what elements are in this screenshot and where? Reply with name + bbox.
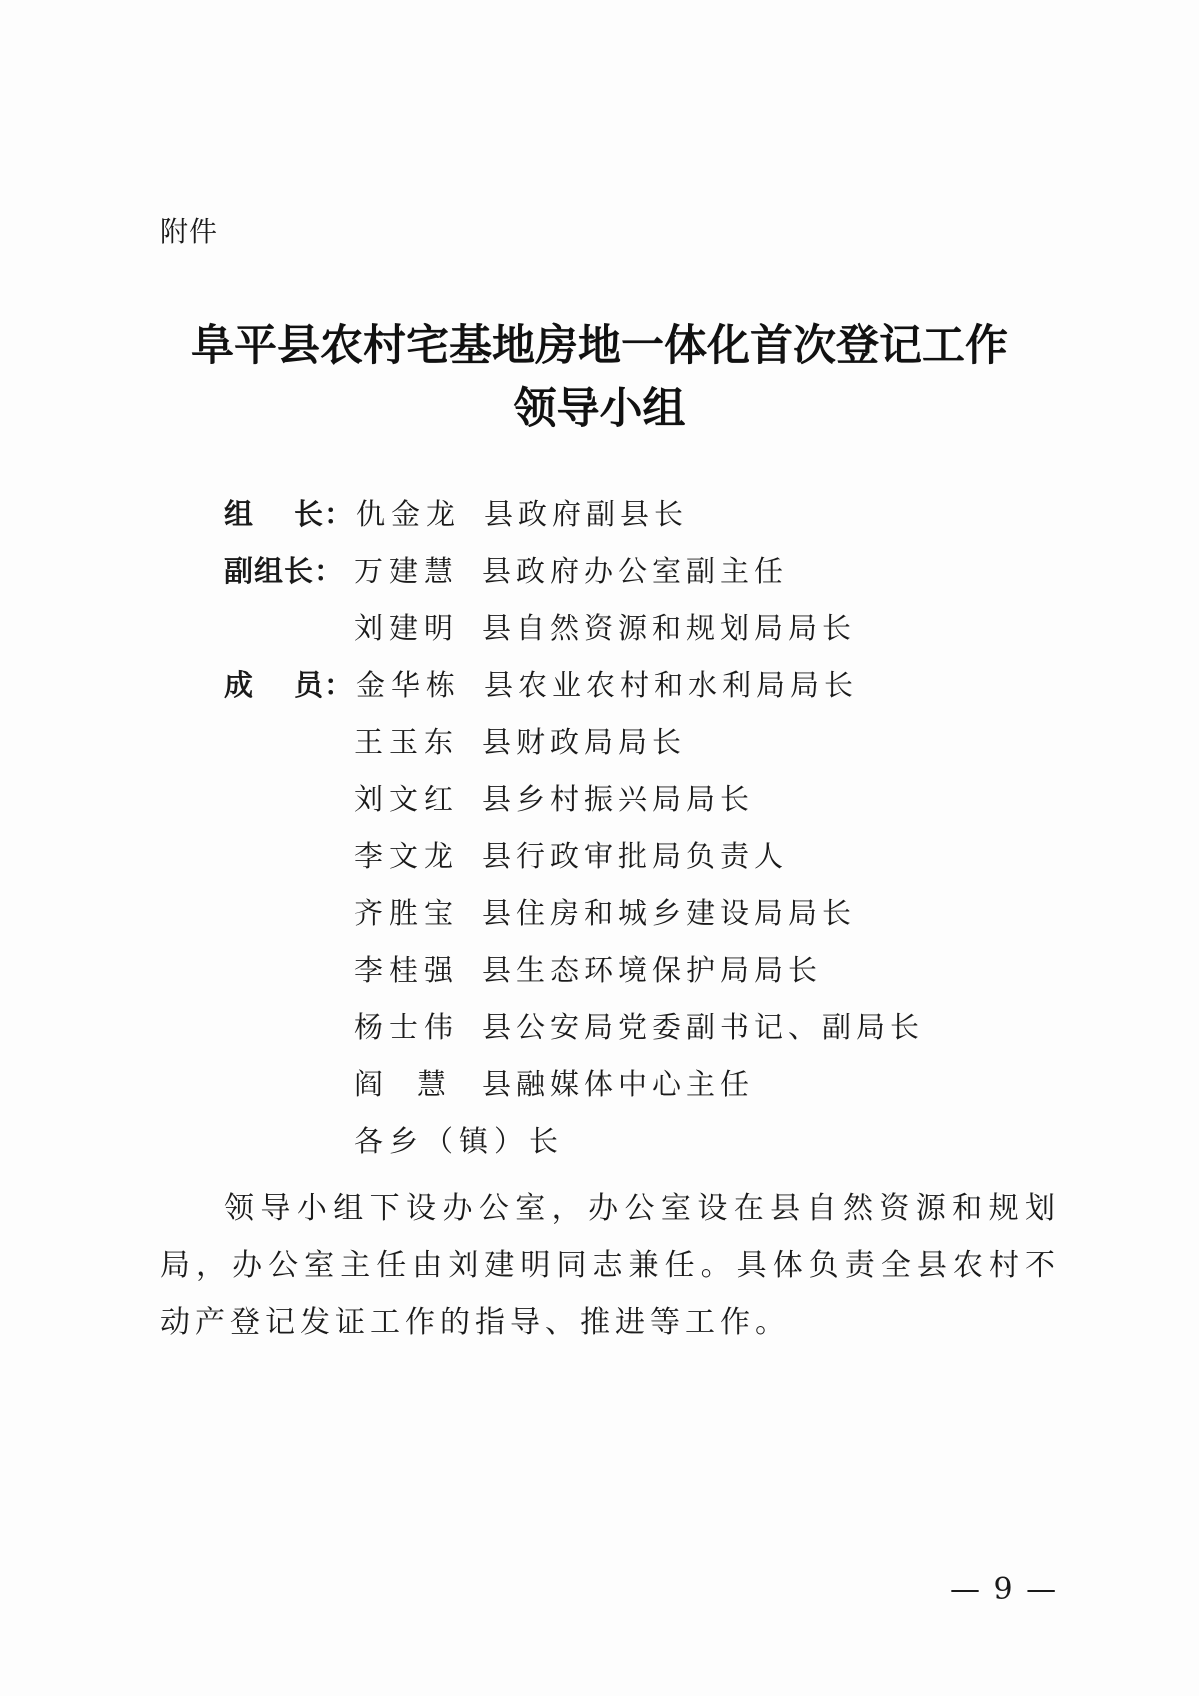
roster-row-member [224,1062,924,1119]
member-title: 县公安局党委副书记、副局长 [482,1010,925,1044]
role-label-deputy: 副组长： [224,554,345,588]
member-name: 李桂强 [354,953,460,987]
member-name: 万建慧 [354,554,460,588]
member-name: 金华栋 [356,668,462,702]
roster-row-leader [224,492,924,549]
name-char: 慧 [416,1067,446,1101]
role-char: 成 [224,668,255,702]
member-title: 县政府副县长 [484,497,689,531]
member-name: 李文龙 [354,839,460,873]
roster [224,492,924,1176]
roster-row-deputy [224,549,924,606]
member-name: 仇金龙 [356,497,462,531]
member-name: 杨士伟 [354,1010,460,1044]
role-label-leader [224,492,356,533]
roster-row-member [224,834,924,891]
member-name: 刘建明 [354,611,460,645]
roster-row-member [224,720,924,777]
roster-row-member [224,663,924,720]
page-number: — 9 — [950,1572,1059,1607]
roster-row-member [224,948,924,1005]
member-title: 县行政审批局负责人 [482,839,789,873]
role-label-members [224,663,356,704]
roster-row-member [224,1119,924,1176]
roster-row-deputy [224,606,924,663]
document-title-line2: 领导小组 [513,384,686,434]
member-title: 县融媒体中心主任 [482,1067,755,1101]
name-char: 阎 [354,1067,384,1101]
roster-row-member [224,1005,924,1062]
member-name: 刘文红 [354,782,460,816]
document-title-line1: 阜平县农村宅基地房地一体化首次登记工作 [191,321,1008,371]
attachment-label: 附件 [160,215,219,248]
member-title: 县农业农村和水利局局长 [484,668,859,702]
roster-row-member [224,777,924,834]
member-title: 县生态环境保护局局长 [482,953,823,987]
member-group-towns: 各乡（镇）长 [354,1124,565,1158]
body-paragraph: 领导小组下设办公室，办公室设在县自然资源和规划局，办公室主任由刘建明同志兼任。具体负责全县农村不动产登记发证工作的指导、推进等工作。 [160,1191,1060,1340]
member-name: 王玉东 [354,725,460,759]
role-char: 员： [293,668,354,702]
role-char: 长： [293,497,354,531]
member-title: 县住房和城乡建设局局长 [482,896,857,930]
member-title: 县财政局局长 [482,725,687,759]
role-char: 组 [224,497,255,531]
member-name [354,1062,446,1103]
member-title: 县乡村振兴局局长 [482,782,755,816]
member-title: 县政府办公室副主任 [482,554,789,588]
member-name: 齐胜宝 [354,896,460,930]
roster-row-member [224,891,924,948]
member-title: 县自然资源和规划局局长 [482,611,857,645]
